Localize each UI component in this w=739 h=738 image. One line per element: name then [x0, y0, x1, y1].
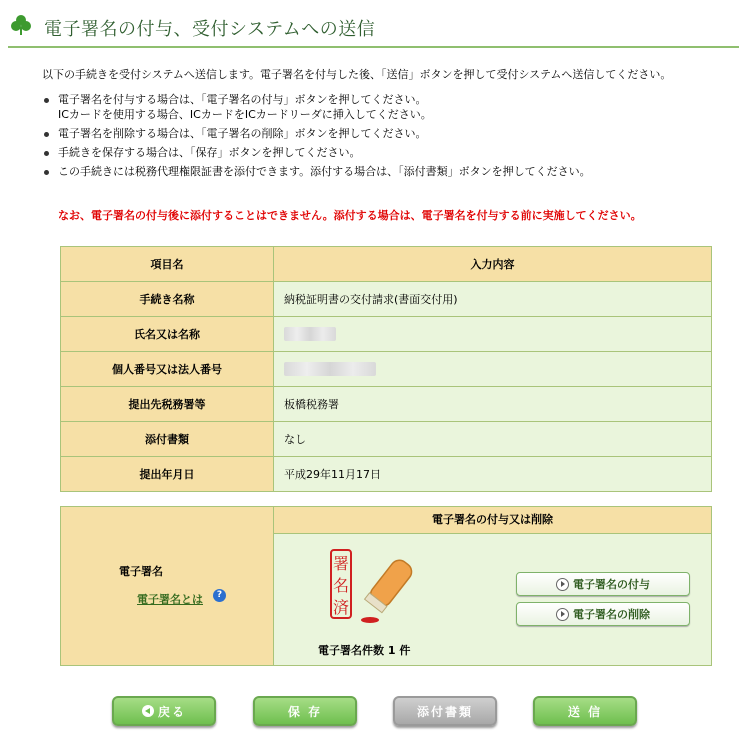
table-row	[61, 457, 712, 492]
back-label: 戻る	[157, 704, 186, 719]
row-value: なし	[274, 422, 712, 457]
attach-documents-button[interactable]	[393, 696, 497, 726]
stamp-char: 署	[332, 554, 350, 573]
signed-stamp-icon	[328, 548, 418, 628]
page-title: 電子署名の付与、受付システムへの送信	[44, 19, 376, 40]
add-signature-button[interactable]	[516, 572, 690, 596]
save-button[interactable]	[253, 696, 357, 726]
clover-icon	[10, 14, 32, 36]
row-label: 個人番号又は法人番号	[61, 352, 274, 387]
instruction-line: 手続きを保存する場合は、「保存」ボタンを押してください。	[58, 146, 361, 159]
delete-signature-label: 電子署名の削除	[573, 608, 650, 621]
row-value: 板橋税務署	[274, 387, 712, 422]
signature-body	[274, 534, 711, 665]
warning-text: なお、電子署名の付与後に添付することはできません。添付する場合は、電子署名を付与する前に実施してください。	[58, 209, 642, 222]
table-header-row	[61, 247, 712, 282]
column-header-value: 入力内容	[274, 247, 712, 282]
send-label: 送 信	[567, 704, 603, 719]
add-signature-label: 電子署名の付与	[573, 578, 650, 591]
procedure-table	[60, 246, 712, 492]
row-label: 手続き名称	[61, 282, 274, 317]
table-row	[61, 387, 712, 422]
back-button[interactable]	[112, 696, 216, 726]
bullet-icon	[44, 151, 49, 156]
row-value: 平成29年11月17日	[274, 457, 712, 492]
what-is-signature-link[interactable]: 電子署名とは	[137, 593, 203, 606]
row-value: 納税証明書の交付請求(書面交付用)	[274, 282, 712, 317]
back-arrow-icon	[142, 705, 154, 717]
table-row	[61, 422, 712, 457]
intro-text: 以下の手続きを受付システムへ送信します。電子署名を付与した後、「送信」ボタンを押して受付システムへ送信してください。	[42, 68, 672, 81]
bullet-icon	[44, 98, 49, 103]
table-row	[61, 352, 712, 387]
list-item	[42, 92, 591, 122]
instruction-line: ICカードを使用する場合、ICカードをICカードリーダに挿入してください。	[58, 108, 432, 121]
instruction-line: この手続きには税務代理権限証書を添付できます。添付する場合は、「添付書類」ボタンを押してください。	[58, 165, 591, 178]
row-value-redacted	[274, 317, 712, 352]
instruction-line: 電子署名を付与する場合は、「電子署名の付与」ボタンを押してください。	[58, 93, 427, 106]
attach-label: 添付書類	[416, 704, 473, 719]
row-label: 提出年月日	[61, 457, 274, 492]
list-item	[42, 164, 591, 179]
list-item	[42, 126, 591, 141]
bullet-icon	[44, 132, 49, 137]
help-icon[interactable]: ?	[213, 589, 226, 602]
send-button[interactable]	[533, 696, 637, 726]
column-header-item: 項目名	[61, 247, 274, 282]
instruction-line: 電子署名を削除する場合は、「電子署名の削除」ボタンを押してください。	[58, 127, 427, 140]
play-icon	[556, 608, 569, 621]
row-value-redacted	[274, 352, 712, 387]
redacted-text	[284, 327, 336, 341]
signature-count: 電子署名件数 1 件	[318, 644, 411, 657]
instruction-list	[42, 92, 591, 183]
table-row	[61, 317, 712, 352]
signature-label-cell	[61, 507, 274, 665]
row-label: 提出先税務署等	[61, 387, 274, 422]
save-label: 保 存	[287, 704, 323, 719]
signature-panel	[60, 506, 712, 666]
stamp-char: 名	[332, 576, 350, 595]
redacted-text	[284, 362, 376, 376]
signature-label: 電子署名	[119, 565, 163, 578]
page-header	[8, 8, 739, 48]
stamp-char: 済	[332, 598, 350, 617]
bullet-icon	[44, 170, 49, 175]
delete-signature-button[interactable]	[516, 602, 690, 626]
signature-section-title: 電子署名の付与又は削除	[274, 507, 711, 534]
row-label: 氏名又は名称	[61, 317, 274, 352]
play-icon	[556, 578, 569, 591]
list-item	[42, 145, 591, 160]
row-label: 添付書類	[61, 422, 274, 457]
table-row	[61, 282, 712, 317]
